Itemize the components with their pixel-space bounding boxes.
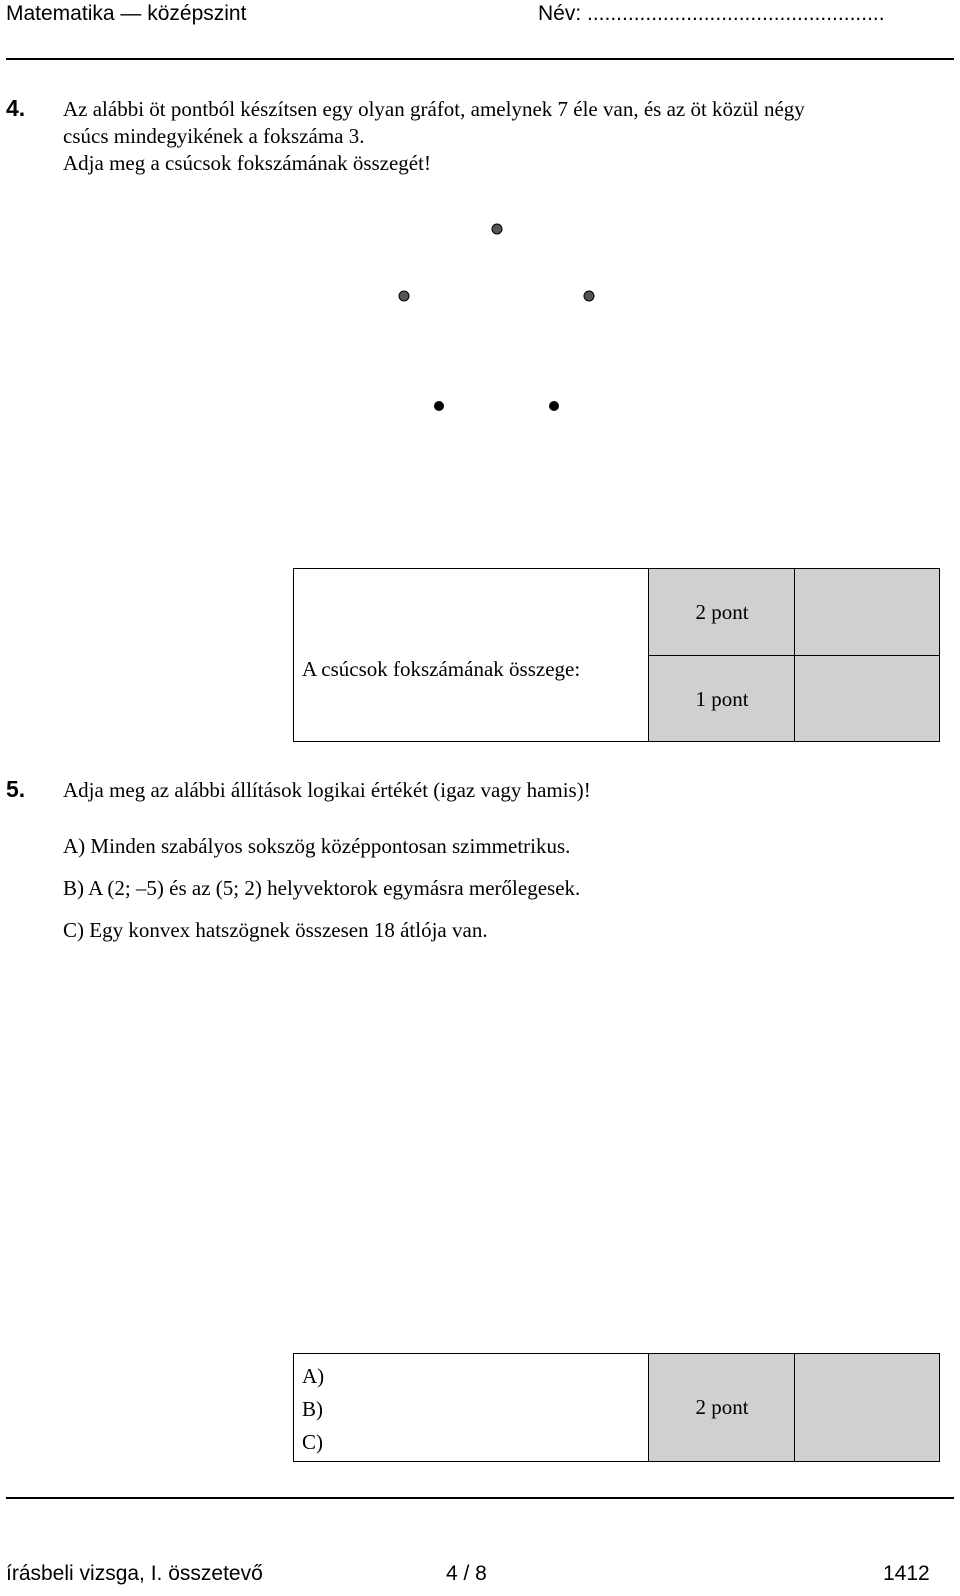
answer-label-q4: A csúcsok fokszámának összege: [302, 657, 581, 681]
vertex-upper-left [399, 291, 409, 301]
points-label-1: 1 pont [695, 687, 749, 711]
score-cell-q5 [794, 1353, 940, 1462]
question-5-number: 5. [6, 776, 26, 802]
footer-page: 4 / 8 [446, 1562, 487, 1585]
statement-b: B) A (2; –5) és az (5; 2) helyvektorok egymásra merőlegesek. [63, 876, 581, 900]
question-4-line-2: csúcs mindegyikének a fokszáma 3. [63, 124, 365, 148]
vertex-lower-left [434, 401, 444, 411]
statement-c: C) Egy konvex hatszögnek összesen 18 átlója van. [63, 918, 488, 942]
statement-a: A) Minden szabályos sokszög középpontosan szimmetrikus. [63, 834, 571, 858]
header-name-field: Név: ................................................... [538, 2, 885, 25]
answer-label-b: B) [302, 1397, 323, 1421]
answer-label-a: A) [302, 1364, 325, 1388]
score-cell-1 [794, 568, 940, 656]
score-cell-2 [794, 655, 940, 742]
vertex-upper-right [584, 291, 594, 301]
question-4-line-3: Adja meg a csúcsok fokszámának összegét! [63, 151, 431, 175]
answer-label-c: C) [302, 1430, 323, 1454]
question-4-number: 4. [6, 95, 26, 121]
question-5-intro: Adja meg az alábbi állítások logikai értékét (igaz vagy hamis)! [63, 778, 591, 802]
vertex-top [492, 224, 502, 234]
question-4-line-1: Az alábbi öt pontból készítsen egy olyan gráfot, amelynek 7 éle van, és az öt közül négy [63, 97, 805, 121]
answer-labels-q5 [302, 1360, 324, 1459]
header-subject: Matematika — középszint [6, 2, 247, 25]
footer-rule [6, 1497, 954, 1499]
points-label-q5: 2 pont [695, 1395, 749, 1419]
footer-code: 1412 [883, 1562, 930, 1585]
graph-vertices [0, 0, 960, 560]
vertex-lower-right [549, 401, 559, 411]
points-label-2: 2 pont [695, 600, 749, 624]
footer-left: írásbeli vizsga, I. összetevő [6, 1562, 263, 1585]
